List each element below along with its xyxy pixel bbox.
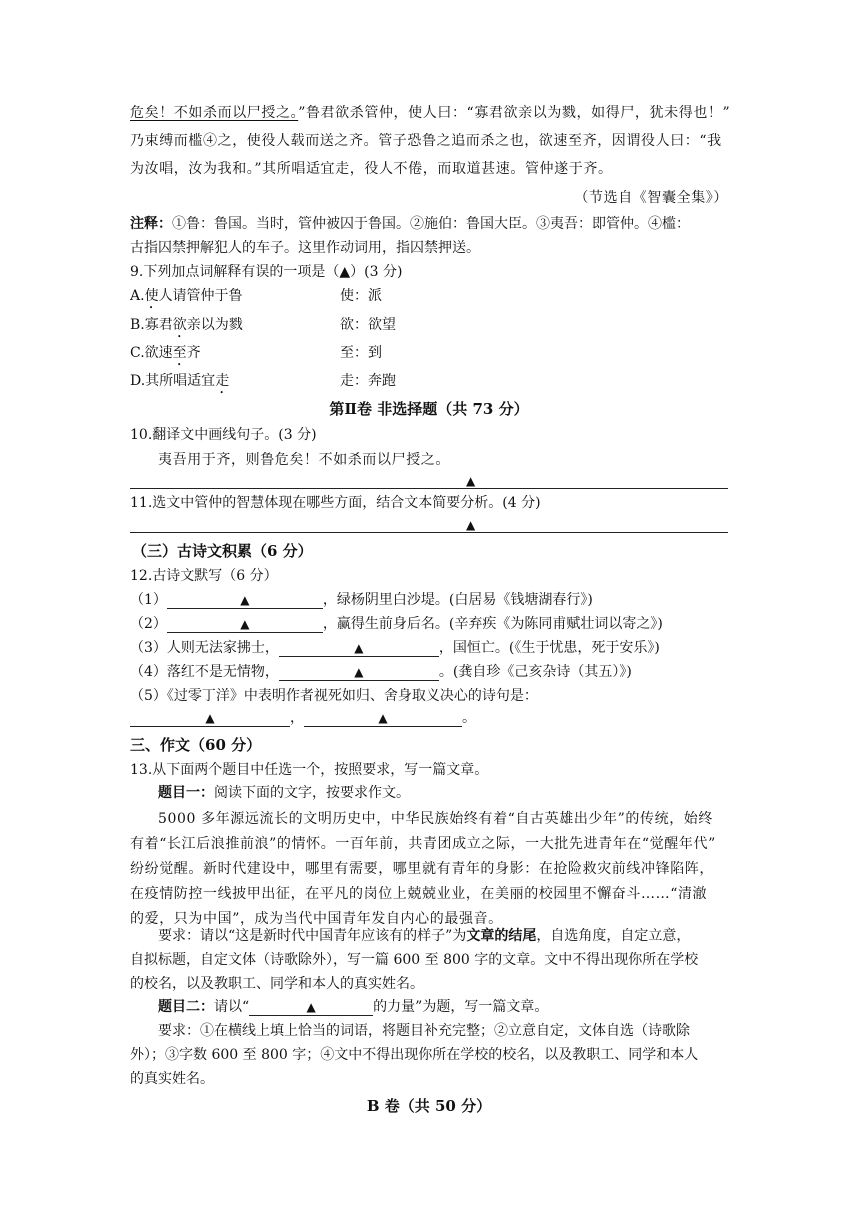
q13-topic1: 题目一：阅读下面的文字，按要求作文。 <box>158 785 410 801</box>
q9-option-d: D.其所唱适宜走 <box>130 373 230 389</box>
fill-blank[interactable]: ▲ <box>304 711 462 727</box>
passage-line-2: 乃束缚而槛④之，使役人载而送之齐。管子恐鲁之追而杀之也，欲速至齐，因谓役人曰：“我 <box>130 133 722 149</box>
fill-blank[interactable]: ▲ <box>167 593 323 609</box>
q10-answer-line[interactable] <box>130 488 728 489</box>
q12-item-1: （1） ▲ ，绿杨阴里白沙堤。(白居易《钱塘湖春行》) <box>130 592 593 608</box>
q13-material-line-4: 在疫情防控一线披甲出征，在平凡的岗位上兢兢业业，在美丽的校园里不懈奋斗……“清澈 <box>130 886 708 902</box>
q13-material-line-3: 纷纷觉醒。新时代建设中，哪里有需要，哪里就有青年的身影：在抢险救灾前线冲锋陷阵， <box>130 861 714 877</box>
q12-item-3: （3）人则无法家拂士， ▲ ，国恒亡。(《生于忧患，死于安乐》) <box>130 640 660 656</box>
q9-option-a-explanation: 使：派 <box>340 288 382 304</box>
q13-stem: 13.从下面两个题目中任选一个，按照要求，写一篇文章。 <box>130 762 489 778</box>
q13-material-line-5: 的爱，只为中国”，成为当代中国青年发自内心的最强音。 <box>130 911 503 927</box>
q9-option-d-explanation: 走：奔跑 <box>340 373 396 389</box>
fill-blank[interactable]: ▲ <box>249 1000 373 1016</box>
fill-blank[interactable]: ▲ <box>279 641 439 657</box>
passage-source: （节选自《智囊全集》） <box>574 190 728 206</box>
writing-section-title: 三、作文（60 分） <box>130 736 262 754</box>
notes-line-1: 注释：①鲁：鲁国。当时，管仲被囚于鲁国。②施伯：鲁国大臣。③夷吾：即管仲。④槛： <box>130 216 690 232</box>
section3-title: （三）古诗文积累（6 分） <box>132 542 313 560</box>
part2-title: 第Ⅱ卷 非选择题（共 73 分） <box>329 400 529 418</box>
q12-item-4: （4）落红不是无情物， ▲ 。(龚自珍《己亥杂诗（其五）》) <box>130 664 632 680</box>
passage-line-3: 为汝唱，汝为我和。”其所唱适宜走，役人不倦，而取道甚速。管仲遂于齐。 <box>130 161 613 177</box>
q13-req1-line-3: 的校名，以及教职工、同学和本人的真实姓名。 <box>130 976 424 992</box>
q12-stem: 12.古诗文默写（6 分） <box>130 568 278 584</box>
q13-material-line-2: 有着“长江后浪推前浪”的情怀。一百年前，共青团成立之际，一大批先进青年在“觉醒年代” <box>130 836 716 852</box>
fill-blank[interactable]: ▲ <box>279 665 439 681</box>
q10-sentence: 夷吾用于齐，则鲁危矣！不如杀而以尸授之。 <box>158 452 450 468</box>
q13-req1-line-1: 要求：请以“这是新时代中国青年应该有的样子”为文章的结尾，自选角度，自定立意， <box>158 928 691 944</box>
q9-option-b-explanation: 欲：欲望 <box>340 317 396 333</box>
part-b-title: B 卷（共 50 分） <box>366 1097 492 1115</box>
q13-material-line-1: 5000 多年源远流长的文明历史中，中华民族始终有着“自古英雄出少年”的传统，始终 <box>158 811 713 827</box>
q13-req2-line-3: 的真实姓名。 <box>130 1071 214 1087</box>
q10-stem: 10.翻译文中画线句子。(3 分) <box>130 427 317 443</box>
q11-answer-line[interactable] <box>130 532 728 533</box>
q9-option-c: C.欲速至齐 <box>130 345 201 361</box>
fill-blank[interactable]: ▲ <box>167 617 323 633</box>
q12-item-2: （2） ▲ ，赢得生前身后名。(辛弃疾《为陈同甫赋壮词以寄之》) <box>130 616 663 632</box>
q13-req2-line-1: 要求：①在横线上填上恰当的词语，将题目补充完整；②立意自定，文体自选（诗歌除 <box>158 1023 690 1039</box>
notes-line-2: 古指囚禁押解犯人的车子。这里作动词用，指囚禁押送。 <box>130 240 480 256</box>
q11-stem: 11.选文中管仲的智慧体现在哪些方面，结合文本简要分析。(4 分) <box>130 495 541 511</box>
q13-req1-line-2: 自拟标题，自定文体（诗歌除外），写一篇 600 至 800 字的文章。文中不得出现你所在学校 <box>130 952 699 968</box>
q9-option-b: B.寡君欲亲以为戮 <box>130 317 243 333</box>
fill-blank[interactable]: ▲ <box>130 711 290 727</box>
q13-req2-line-2: 外）；③字数 600 至 800 字；④文中不得出现你所在学校的校名，以及教职工、同学和本人 <box>130 1047 699 1063</box>
q10-answer-mark: ▲ <box>466 474 476 488</box>
q13-topic2: 题目二：请以“ ▲ 的力量”为题，写一篇文章。 <box>158 999 549 1015</box>
q11-answer-mark: ▲ <box>466 518 476 532</box>
notes-label: 注释： <box>130 216 172 232</box>
q9-option-a: A.使人请管仲于鲁 <box>130 288 243 304</box>
underlined-sentence: 危矣！不如杀而以尸授之。 <box>130 105 299 121</box>
q9-stem: 9.下列加点词解释有误的一项是（▲）(3 分) <box>130 264 403 280</box>
q12-item-5-blanks: ▲ ， ▲ 。 <box>130 709 476 727</box>
q12-item-5: （5）《过零丁洋》中表明作者视死如归、舍身取义决心的诗句是： <box>130 688 538 704</box>
passage-line-1: 危矣！不如杀而以尸授之。”鲁君欲杀管仲，使人曰：“寡君欲亲以为戮，如得尸，犹未得也！” <box>130 105 731 121</box>
q9-option-c-explanation: 至：到 <box>340 345 382 361</box>
